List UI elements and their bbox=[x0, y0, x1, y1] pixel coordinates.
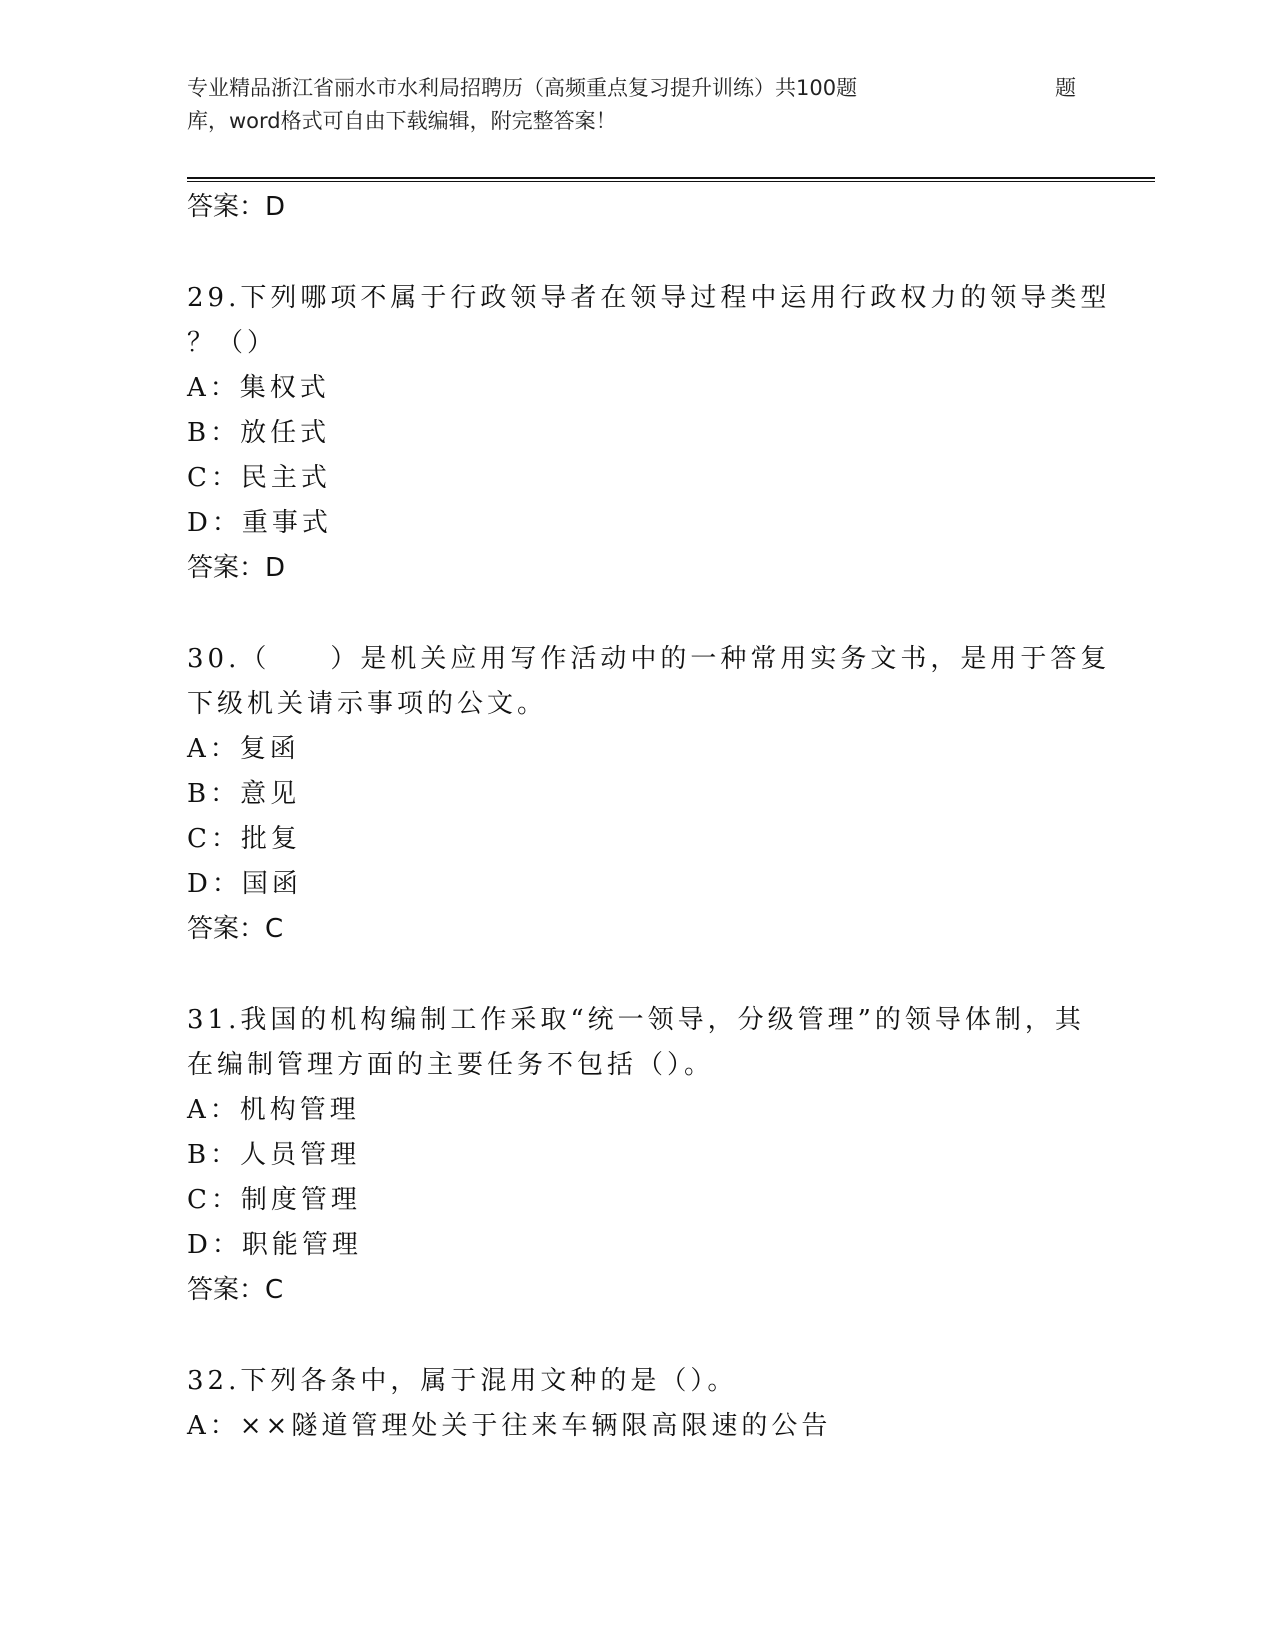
header-title-line-2: 库，word格式可自由下载编辑，附完整答案！ bbox=[187, 109, 617, 133]
question-stem: 30.（ ）是机关应用写作活动中的一种常用实务文书，是用于答复 bbox=[187, 644, 1111, 674]
spacer bbox=[187, 952, 1067, 998]
option-a: A：机构管理 bbox=[187, 1095, 360, 1125]
question-stem: 在编制管理方面的主要任务不包括（）。 bbox=[187, 1050, 715, 1080]
question-stem: 下级机关请示事项的公文。 bbox=[187, 689, 548, 719]
spacer bbox=[187, 591, 1067, 637]
answer-line: 答案：D bbox=[187, 192, 286, 222]
option-c: C：制度管理 bbox=[187, 1185, 361, 1215]
answer-line: 答案：C bbox=[187, 914, 284, 944]
page-header bbox=[187, 72, 1076, 138]
question-list bbox=[187, 185, 1111, 1449]
question-block bbox=[187, 1359, 1067, 1449]
question-block bbox=[187, 637, 1111, 952]
header-title-text: 专业精品浙江省丽水市水利局招聘历（高频重点复习提升训练）共100题 bbox=[187, 76, 858, 100]
header-divider bbox=[187, 177, 1155, 182]
question-block bbox=[187, 276, 1111, 591]
answer-line: 答案：D bbox=[187, 553, 286, 583]
header-title-tail: 题 bbox=[1055, 76, 1076, 100]
option-a: A：复函 bbox=[187, 734, 300, 764]
spacer bbox=[187, 1313, 1067, 1359]
option-d: D：重事式 bbox=[187, 508, 332, 538]
option-b: B：人员管理 bbox=[187, 1140, 361, 1170]
question-stem: 29.下列哪项不属于行政领导者在领导过程中运用行政权力的领导类型 bbox=[187, 283, 1111, 313]
answer-line: 答案：C bbox=[187, 1275, 284, 1305]
option-a: A：集权式 bbox=[187, 373, 330, 403]
option-a: A：××隧道管理处关于往来车辆限高限速的公告 bbox=[187, 1411, 832, 1441]
question-stem: 31.我国的机构编制工作采取“统一领导，分级管理”的领导体制，其 bbox=[187, 1005, 1085, 1035]
option-c: C：批复 bbox=[187, 824, 301, 854]
question-stem: 32.下列各条中，属于混用文种的是（）。 bbox=[187, 1366, 738, 1396]
option-b: B：意见 bbox=[187, 779, 301, 809]
option-c: C：民主式 bbox=[187, 463, 331, 493]
option-d: D：国函 bbox=[187, 869, 302, 899]
question-stem: ？（） bbox=[187, 328, 278, 358]
header-title-line-1 bbox=[187, 72, 1076, 105]
option-b: B：放任式 bbox=[187, 418, 331, 448]
option-d: D：职能管理 bbox=[187, 1230, 362, 1260]
spacer bbox=[187, 230, 1067, 276]
question-block bbox=[187, 998, 1085, 1313]
